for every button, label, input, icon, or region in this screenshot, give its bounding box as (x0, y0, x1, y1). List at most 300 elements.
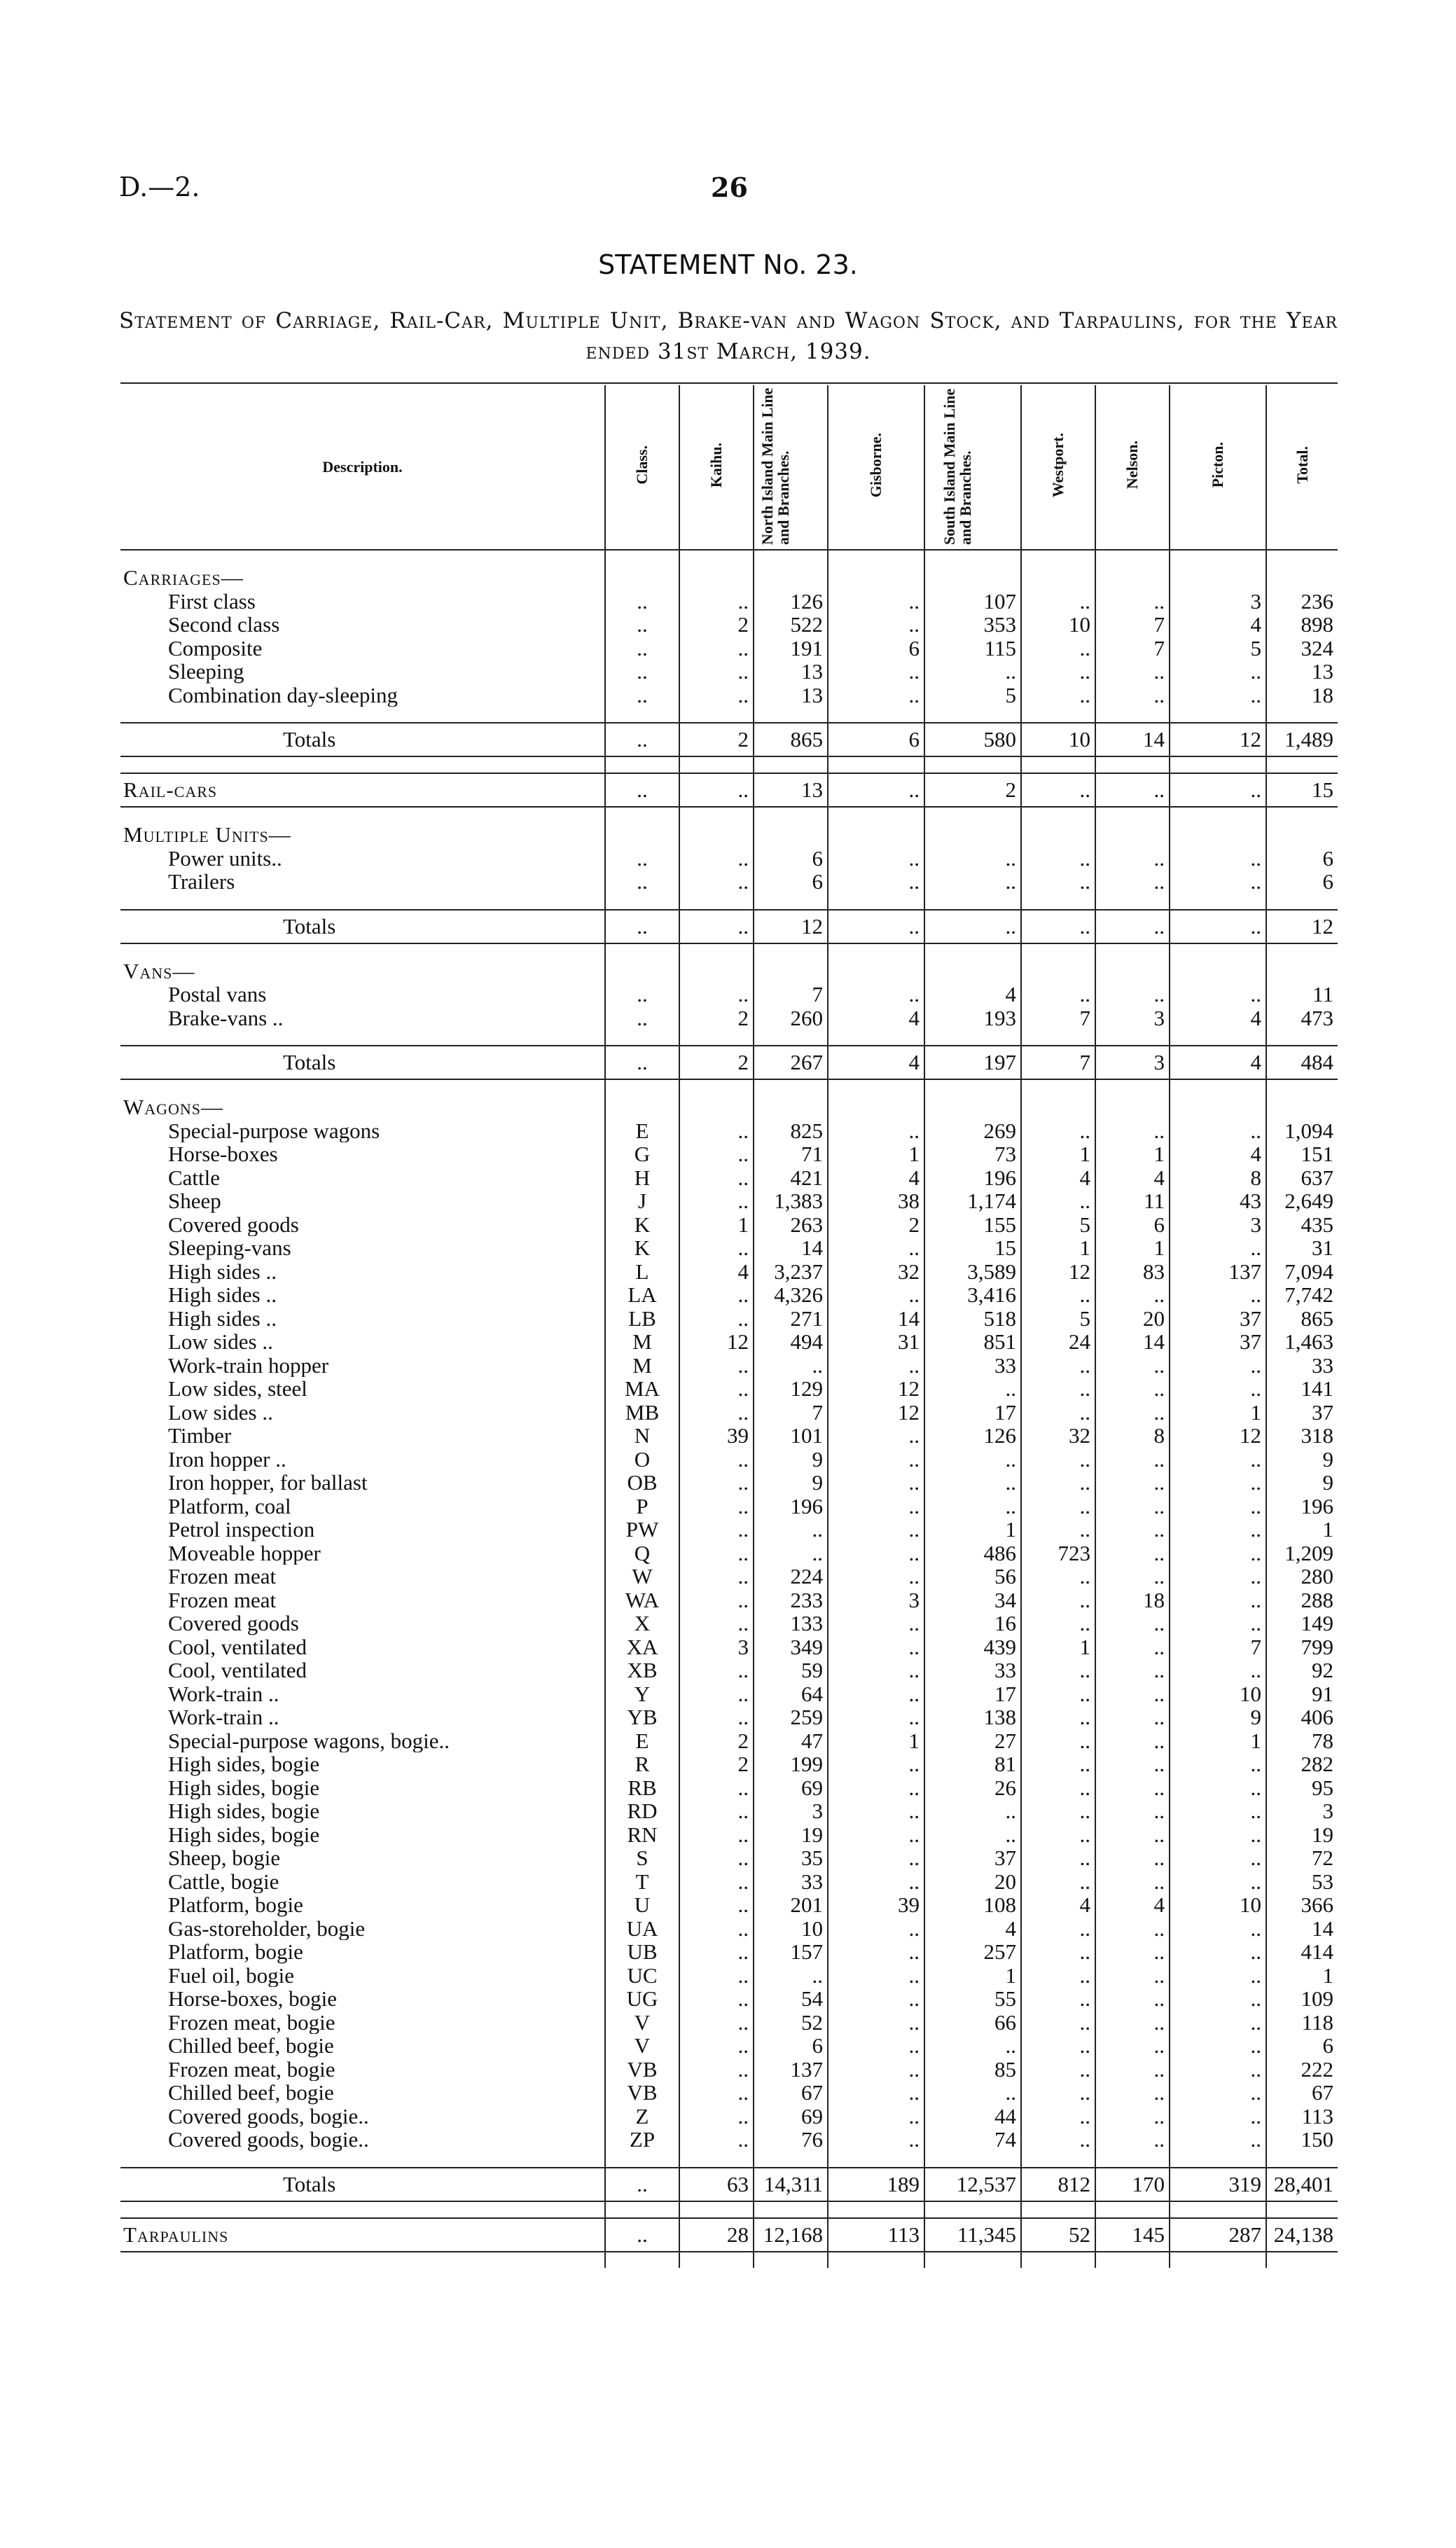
cell-ni: 67 (754, 2081, 828, 2105)
table-row (120, 847, 1338, 871)
spacer-cell (1266, 807, 1338, 823)
description-text: Tarpaulins (123, 2222, 229, 2247)
description-text: Moveable hopper (168, 1541, 321, 1565)
description-text: Cool, ventilated (168, 1659, 307, 1682)
cell-kaihu: .. (679, 2034, 754, 2058)
spacer-cell (754, 1030, 828, 1046)
cell-pic: 37 (1170, 1330, 1266, 1354)
cell-nel: 18 (1095, 1588, 1170, 1612)
spacer-cell (1170, 894, 1266, 910)
cell-kaihu: .. (679, 1542, 754, 1565)
cell-tot: 12 (1266, 910, 1338, 943)
cell-pic: 1 (1170, 1401, 1266, 1425)
empty-cell (1095, 960, 1170, 983)
cell-gis: 12 (828, 1377, 924, 1401)
cell-pic: .. (1170, 1377, 1266, 1401)
cell-gis: .. (828, 613, 924, 637)
cell-gis: .. (828, 1823, 924, 1847)
cell-si: 486 (924, 1542, 1021, 1565)
cell-ni: 52 (754, 2011, 828, 2035)
cell-pic: 4 (1170, 613, 1266, 637)
spacer-cell (828, 2252, 924, 2268)
cell-tot: 473 (1266, 1006, 1338, 1030)
row-description (120, 1471, 605, 1495)
cell-nel: 14 (1095, 1330, 1170, 1354)
cell-kaihu: .. (679, 1283, 754, 1307)
cell-gis: .. (828, 1612, 924, 1635)
cell-ni: 4,326 (754, 1283, 828, 1307)
cell-wes: 10 (1021, 723, 1095, 756)
cell-tot: 15 (1266, 773, 1338, 807)
cell-tot: 484 (1266, 1046, 1338, 1079)
spacer-cell (828, 1030, 924, 1046)
description-text: Sleeping-vans (168, 1236, 291, 1260)
description-text: Platform, bogie (168, 1893, 303, 1917)
description-text: Cattle (168, 1165, 221, 1189)
row-description (120, 1917, 605, 1941)
table-row (120, 1236, 1338, 1260)
spacer-cell (828, 943, 924, 960)
cell-gis: .. (828, 1542, 924, 1565)
cell-ni: 13 (754, 773, 828, 807)
description-text: High sides, bogie (168, 1775, 320, 1799)
section-heading-row (120, 1095, 1338, 1119)
cell-wes: .. (1021, 910, 1095, 943)
cell-ni: 14,311 (754, 2168, 828, 2201)
row-description (120, 1518, 605, 1542)
table-row (120, 637, 1338, 660)
cell-nel: .. (1095, 847, 1170, 871)
cell-gis: 14 (828, 1307, 924, 1331)
cell-tot: 92 (1266, 1659, 1338, 1682)
cell-gis: .. (828, 1917, 924, 1941)
cell-ni: 129 (754, 1377, 828, 1401)
cell-wes: .. (1021, 1565, 1095, 1588)
row-description (120, 1682, 605, 1706)
cell-nel: .. (1095, 1752, 1170, 1776)
cell-ni: 133 (754, 1612, 828, 1635)
cell-ni: 126 (754, 590, 828, 614)
description-text: Power units.. (168, 846, 282, 870)
cell-wes: .. (1021, 870, 1095, 894)
spacer-cell (679, 1030, 754, 1046)
cell-pic: .. (1170, 1471, 1266, 1495)
cell-si: .. (924, 1495, 1021, 1518)
cell-ni: 137 (754, 2058, 828, 2082)
cell-tot: 3 (1266, 1799, 1338, 1823)
cell-gis: .. (828, 1635, 924, 1659)
cell-tot: 1,489 (1266, 723, 1338, 756)
cell-ni: 71 (754, 1142, 828, 1166)
spacer-cell (754, 943, 828, 960)
spacer-row (120, 1030, 1338, 1046)
cell-tot: 18 (1266, 684, 1338, 707)
section-heading: Vans— (123, 959, 195, 983)
row-description (120, 1142, 605, 1166)
cell-tot: 9 (1266, 1471, 1338, 1495)
table-row (120, 1471, 1338, 1495)
table-row (120, 1659, 1338, 1682)
row-description (120, 660, 605, 684)
cell-tot: 6 (1266, 870, 1338, 894)
cell-ni: 76 (754, 2128, 828, 2152)
cell-wes: .. (1021, 1495, 1095, 1518)
cell-tot: 151 (1266, 1142, 1338, 1166)
cell-si: 108 (924, 1893, 1021, 1917)
cell-pic: .. (1170, 660, 1266, 684)
cell-gis: .. (828, 2011, 924, 2035)
cell-wes: .. (1021, 1401, 1095, 1425)
col-south-island: South Island Main Line and Branches. (924, 385, 1021, 550)
cell-wes: .. (1021, 1799, 1095, 1823)
row-description (120, 847, 605, 871)
cell-tot: 28,401 (1266, 2168, 1338, 2201)
cell-wes: .. (1021, 2105, 1095, 2128)
cell-ni: 33 (754, 1870, 828, 1894)
empty-cell (1266, 823, 1338, 847)
cell-nel: .. (1095, 910, 1170, 943)
cell-nel: .. (1095, 1823, 1170, 1847)
cell-nel: 7 (1095, 613, 1170, 637)
cell-kaihu: .. (679, 1495, 754, 1518)
cell-tot: 366 (1266, 1893, 1338, 1917)
spacer-cell (1266, 1030, 1338, 1046)
row-description (120, 1846, 605, 1870)
cell-wes: .. (1021, 1189, 1095, 1213)
cell-kaihu: .. (679, 1142, 754, 1166)
cell-cls: P (605, 1495, 679, 1518)
col-description: Description. (120, 385, 605, 550)
cell-cls: .. (605, 1046, 679, 1079)
spacer-cell (828, 2201, 924, 2218)
totals-row (120, 723, 1338, 756)
cell-gis: 6 (828, 637, 924, 660)
cell-pic: .. (1170, 2105, 1266, 2128)
description-text: Rail-cars (123, 777, 218, 802)
description-text: Combination day-sleeping (168, 683, 398, 707)
description-text: Brake-vans .. (168, 1006, 284, 1030)
row-description (120, 2128, 605, 2152)
cell-ni: 10 (754, 1917, 828, 1941)
cell-cls: VB (605, 2081, 679, 2105)
spacer-cell (1170, 943, 1266, 960)
cell-kaihu: .. (679, 1588, 754, 1612)
cell-kaihu: .. (679, 1917, 754, 1941)
cell-ni: 19 (754, 1823, 828, 1847)
cell-wes: .. (1021, 1682, 1095, 1706)
cell-cls: O (605, 1448, 679, 1472)
spacer-cell (754, 2201, 828, 2218)
cell-pic: .. (1170, 1236, 1266, 1260)
row-description (120, 1940, 605, 1964)
row-description (120, 1776, 605, 1800)
cell-ni: 35 (754, 1846, 828, 1870)
cell-ni: 9 (754, 1448, 828, 1472)
cell-pic: .. (1170, 1518, 1266, 1542)
description-text: Totals (283, 1050, 336, 1074)
cell-gis: .. (828, 910, 924, 943)
empty-cell (605, 823, 679, 847)
spacer-cell (1021, 1030, 1095, 1046)
cell-ni: 271 (754, 1307, 828, 1331)
stock-table (120, 385, 1338, 2268)
cell-kaihu: .. (679, 847, 754, 871)
cell-si: 518 (924, 1307, 1021, 1331)
cell-si: 11,345 (924, 2218, 1021, 2252)
cell-pic: .. (1170, 847, 1266, 871)
empty-cell (1095, 823, 1170, 847)
col-gisborne: Gisborne. (828, 385, 924, 550)
cell-gis: 4 (828, 1046, 924, 1079)
empty-cell (1170, 960, 1266, 983)
spacer-cell (1095, 1079, 1170, 1095)
cell-pic: .. (1170, 1495, 1266, 1518)
cell-si: .. (924, 1799, 1021, 1823)
cell-cls: W (605, 1565, 679, 1588)
cell-wes: .. (1021, 1846, 1095, 1870)
cell-kaihu: 63 (679, 2168, 754, 2201)
spacer-row (120, 807, 1338, 823)
spacer-cell (1095, 756, 1170, 773)
table-row (120, 1330, 1338, 1354)
cell-pic: .. (1170, 2058, 1266, 2082)
cell-cls: RB (605, 1776, 679, 1800)
cell-wes: .. (1021, 1870, 1095, 1894)
cell-nel: 8 (1095, 1424, 1170, 1448)
cell-wes: .. (1021, 1119, 1095, 1143)
row-description (120, 773, 605, 807)
cell-pic: 137 (1170, 1260, 1266, 1284)
spacer-cell (605, 550, 679, 566)
cell-cls: K (605, 1236, 679, 1260)
description-text: Special-purpose wagons, bogie.. (168, 1729, 450, 1752)
cell-pic: 43 (1170, 1189, 1266, 1213)
cell-kaihu: 12 (679, 1330, 754, 1354)
cell-cls: M (605, 1330, 679, 1354)
row-description (120, 870, 605, 894)
spacer-cell (120, 707, 605, 723)
spacer-cell (828, 2152, 924, 2168)
cell-cls: .. (605, 847, 679, 871)
spacer-cell (1266, 894, 1338, 910)
cell-cls: V (605, 2034, 679, 2058)
cell-wes: .. (1021, 1705, 1095, 1729)
top-rule (120, 382, 1338, 384)
cell-si: 269 (924, 1119, 1021, 1143)
table-row (120, 1518, 1338, 1542)
empty-cell (1021, 566, 1095, 590)
empty-cell (828, 960, 924, 983)
cell-si: 1,174 (924, 1189, 1021, 1213)
spacer-cell (1170, 756, 1266, 773)
header-row (120, 385, 1338, 550)
cell-gis: .. (828, 1236, 924, 1260)
cell-cls: R (605, 1752, 679, 1776)
cell-tot: 78 (1266, 1729, 1338, 1753)
description-text: Postal vans (168, 983, 267, 1006)
cell-si: 851 (924, 1330, 1021, 1354)
cell-nel: .. (1095, 1377, 1170, 1401)
table-row (120, 2105, 1338, 2128)
cell-ni: 199 (754, 1752, 828, 1776)
cell-cls: WA (605, 1588, 679, 1612)
cell-si: 55 (924, 1987, 1021, 2011)
cell-wes: .. (1021, 1283, 1095, 1307)
cell-cls: L (605, 1260, 679, 1284)
cell-tot: 406 (1266, 1705, 1338, 1729)
cell-ni: 69 (754, 1776, 828, 1800)
cell-wes: 5 (1021, 1213, 1095, 1237)
spacer-cell (605, 1030, 679, 1046)
cell-pic: 10 (1170, 1893, 1266, 1917)
cell-ni: 12 (754, 910, 828, 943)
cell-kaihu: .. (679, 1448, 754, 1472)
cell-tot: 150 (1266, 2128, 1338, 2152)
row-description (120, 2081, 605, 2105)
table-row (120, 1964, 1338, 1988)
cell-tot: 1,463 (1266, 1330, 1338, 1354)
cell-pic: .. (1170, 1987, 1266, 2011)
cell-tot: 149 (1266, 1612, 1338, 1635)
cell-pic: .. (1170, 1588, 1266, 1612)
cell-si: .. (924, 910, 1021, 943)
cell-gis: .. (828, 2128, 924, 2152)
cell-gis: .. (828, 1964, 924, 1988)
cell-pic: .. (1170, 910, 1266, 943)
spacer-cell (828, 1079, 924, 1095)
cell-pic: .. (1170, 2034, 1266, 2058)
cell-tot: 414 (1266, 1940, 1338, 1964)
cell-wes: .. (1021, 1612, 1095, 1635)
description-text: Sleeping (168, 660, 244, 684)
cell-cls: G (605, 1142, 679, 1166)
cell-si: 16 (924, 1612, 1021, 1635)
cell-wes: 7 (1021, 1006, 1095, 1030)
cell-cls: RN (605, 1823, 679, 1847)
spacer-cell (754, 807, 828, 823)
row-description (120, 1260, 605, 1284)
cell-si: 73 (924, 1142, 1021, 1166)
section-heading-row (120, 823, 1338, 847)
cell-wes: 24 (1021, 1330, 1095, 1354)
empty-cell (1021, 823, 1095, 847)
spacer-cell (1266, 756, 1338, 773)
cell-cls: Y (605, 1682, 679, 1706)
cell-gis: 189 (828, 2168, 924, 2201)
spacer-cell (1095, 943, 1170, 960)
description-text: Iron hopper, for ballast (168, 1471, 368, 1495)
cell-cls: U (605, 1893, 679, 1917)
cell-kaihu: 2 (679, 1046, 754, 1079)
totals-row (120, 1046, 1338, 1079)
cell-kaihu: .. (679, 1799, 754, 1823)
row-description (120, 1752, 605, 1776)
spacer-row (120, 550, 1338, 566)
cell-wes: .. (1021, 1659, 1095, 1682)
col-westport: Westport. (1021, 385, 1095, 550)
cell-kaihu: .. (679, 2081, 754, 2105)
spacer-cell (679, 943, 754, 960)
cell-ni: .. (754, 1542, 828, 1565)
cell-nel: .. (1095, 2081, 1170, 2105)
description-text: Horse-boxes (168, 1142, 278, 1166)
spacer-cell (679, 1079, 754, 1095)
row-description (120, 1354, 605, 1378)
cell-ni: 233 (754, 1588, 828, 1612)
cell-nel: .. (1095, 1354, 1170, 1378)
row-description (120, 2218, 605, 2252)
table-row (120, 1729, 1338, 1753)
cell-nel: .. (1095, 1705, 1170, 1729)
col-north-island: North Island Main Line and Branches. (754, 385, 828, 550)
spacer-cell (1170, 707, 1266, 723)
spacer-row (120, 2252, 1338, 2268)
row-description (120, 1799, 605, 1823)
cell-cls: XB (605, 1659, 679, 1682)
spacer-row (120, 1079, 1338, 1095)
cell-cls: OB (605, 1471, 679, 1495)
cell-tot: 24,138 (1266, 2218, 1338, 2252)
cell-cls: PW (605, 1518, 679, 1542)
cell-kaihu: .. (679, 1964, 754, 1988)
cell-si: 85 (924, 2058, 1021, 2082)
description-text: High sides, bogie (168, 1822, 320, 1846)
description-text: First class (168, 589, 256, 613)
statement-number: STATEMENT No. 23. (598, 249, 858, 280)
spacer-cell (1266, 1079, 1338, 1095)
cell-kaihu: .. (679, 870, 754, 894)
spacer-cell (754, 756, 828, 773)
cell-gis: .. (828, 1987, 924, 2011)
empty-cell (828, 566, 924, 590)
spacer-cell (605, 2201, 679, 2218)
spacer-cell (1021, 756, 1095, 773)
description-text: Chilled beef, bogie (168, 2081, 334, 2105)
spacer-cell (828, 756, 924, 773)
cell-pic: 12 (1170, 1424, 1266, 1448)
empty-cell (1021, 960, 1095, 983)
description-text: Petrol inspection (168, 1518, 315, 1542)
cell-kaihu: .. (679, 2011, 754, 2035)
cell-gis: .. (828, 2081, 924, 2105)
cell-ni: 1,383 (754, 1189, 828, 1213)
spacer-cell (1095, 550, 1170, 566)
description-text: Second class (168, 613, 280, 637)
spacer-cell (924, 943, 1021, 960)
spacer-cell (605, 707, 679, 723)
cell-kaihu: .. (679, 773, 754, 807)
cell-gis: .. (828, 847, 924, 871)
cell-gis: .. (828, 1448, 924, 1472)
cell-wes: 52 (1021, 2218, 1095, 2252)
row-description (120, 1495, 605, 1518)
table-row (120, 1448, 1338, 1472)
cell-si: 34 (924, 1588, 1021, 1612)
cell-nel: .. (1095, 1682, 1170, 1706)
cell-kaihu: .. (679, 1307, 754, 1331)
cell-gis: 3 (828, 1588, 924, 1612)
cell-wes: .. (1021, 1987, 1095, 2011)
cell-wes: .. (1021, 660, 1095, 684)
cell-gis: .. (828, 1682, 924, 1706)
cell-kaihu: .. (679, 1846, 754, 1870)
cell-nel: .. (1095, 870, 1170, 894)
row-description (120, 1565, 605, 1588)
cell-tot: 19 (1266, 1823, 1338, 1847)
cell-wes: .. (1021, 1448, 1095, 1472)
cell-pic: .. (1170, 1870, 1266, 1894)
row-description (120, 1330, 605, 1354)
